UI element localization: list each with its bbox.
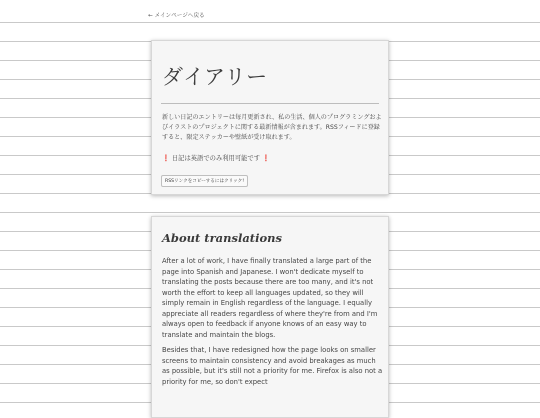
- exclamation-icon: ❗: [162, 155, 170, 162]
- translations-card: [151, 216, 389, 418]
- translations-paragraph: Besides that, I have redesigned how the page looks on smaller screens to maintain consistency and avoid breakages as much as possible, but it's still not a priority for me. Firefox is also not a priority for me, so don't expect: [162, 346, 383, 386]
- copy-rss-link-button[interactable]: RSSリンクをコピーするにはクリック!: [161, 175, 248, 187]
- diary-description: 新しい日記のエントリーは毎月更新され、私の生活、個人のプログラミングおよびイラストのプロジェクトに関する最新情報が含まれます。RSSフィードに登録すると、限定ステッカーや壁紙が受け取れます。: [162, 114, 382, 141]
- translations-title: About translations: [162, 231, 282, 245]
- diary-card: [151, 40, 389, 195]
- language-notice-text: 日記は英語でのみ利用可能です: [171, 155, 261, 162]
- translations-body: [162, 256, 385, 392]
- diary-title: ダイアリー: [162, 65, 268, 89]
- exclamation-icon: ❗: [262, 155, 270, 162]
- back-to-main-link[interactable]: ← メインページへ戻る: [148, 13, 205, 19]
- title-divider: [161, 103, 379, 104]
- translations-paragraph: After a lot of work, I have finally translated a large part of the page into Spanish and Japanese. I won't dedicate myself to translating the posts because there are too many, and it's not worth the effort to keep all languages updated, so they will simply remain in English regardless of the language. I equally appreciate all readers regardless of where they're from and I'm always open to feedback if anyone knows of an easy way to translate and maintain the blogs.: [162, 257, 378, 339]
- language-notice: [162, 153, 270, 162]
